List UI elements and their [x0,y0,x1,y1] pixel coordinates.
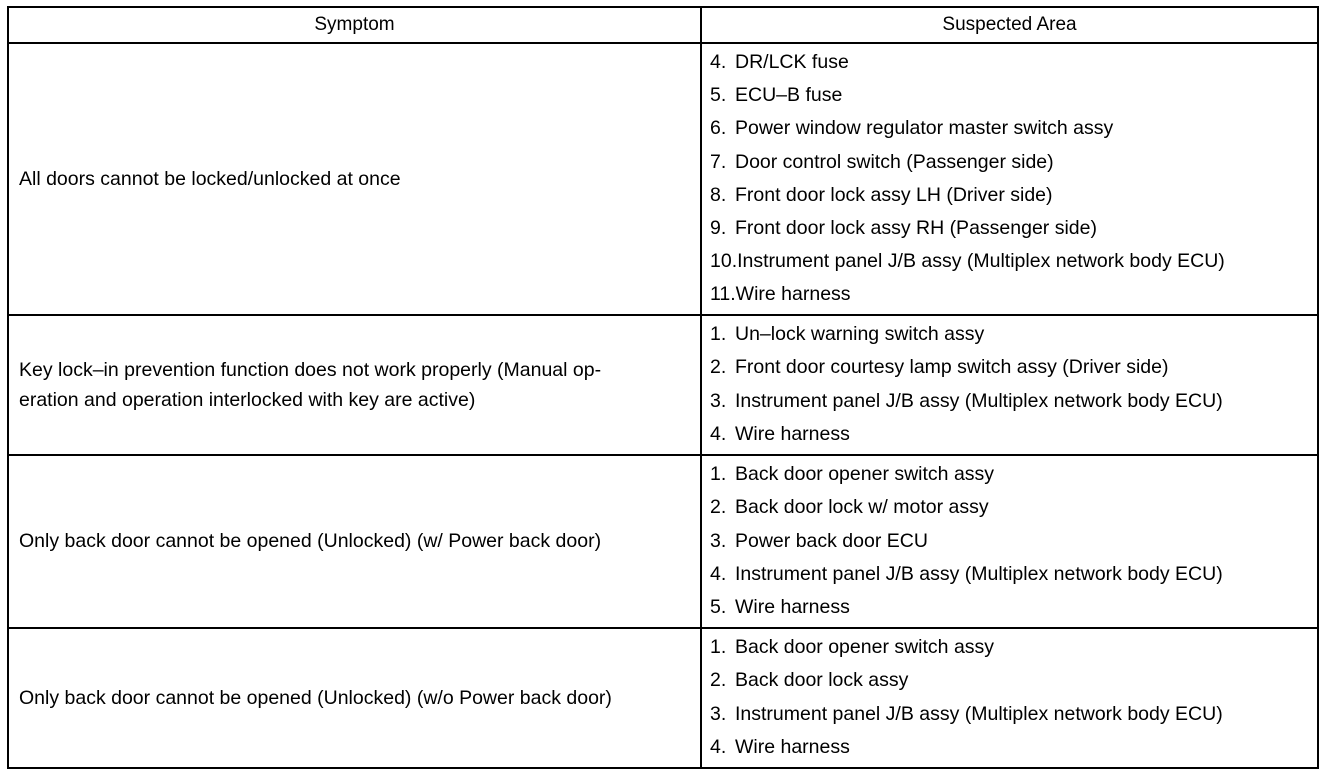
item-number: 4. [710,422,727,445]
item-text: Door control switch (Passenger side) [735,150,1054,173]
list-item [710,146,1317,179]
list-item [710,591,1317,624]
item-number: 5. [710,84,727,107]
item-number: 7. [710,150,727,173]
item-text: Wire harness [735,422,850,445]
list-item [710,731,1317,764]
item-number: 6. [710,117,727,140]
suspected-area-cell [701,43,1318,315]
symptom-line: eration and operation interlocked with key are active) [19,388,476,411]
item-number: 2. [710,496,727,519]
item-number: 11. [710,283,736,306]
list-item [710,351,1317,384]
item-text: Back door lock assy [735,669,909,692]
item-text: Back door lock w/ motor assy [735,496,989,519]
item-number: 8. [710,183,727,206]
list-item [710,491,1317,524]
troubleshooting-table-container [7,6,1317,769]
item-number: 9. [710,217,727,240]
item-number: 1. [710,463,727,486]
list-item [710,418,1317,451]
item-text: Front door lock assy RH (Passenger side) [735,217,1097,240]
list-item [710,698,1317,731]
list-item [710,558,1317,591]
item-text: Un–lock warning switch assy [735,323,985,346]
item-number: 1. [710,323,727,346]
item-number: 4. [710,735,727,758]
item-number: 2. [710,356,727,379]
item-text: Front door lock assy LH (Driver side) [735,183,1053,206]
table-row [8,315,1318,455]
item-text: Back door opener switch assy [735,463,995,486]
suspected-area-cell [701,315,1318,455]
item-text: Wire harness [735,283,851,306]
list-item [710,212,1317,245]
list-item [710,79,1317,112]
symptom-table [7,6,1319,769]
header-suspected-area: Suspected Area [701,7,1318,43]
symptom-line: Key lock–in prevention function does not work properly (Manual op- [19,358,602,381]
symptom-cell: Only back door cannot be opened (Unlocked) (w/ Power back door) [8,455,701,628]
table-row [8,455,1318,628]
item-number: 3. [710,529,727,552]
table-row [8,628,1318,768]
list-item [710,458,1317,491]
item-number: 4. [710,51,727,74]
item-text: Instrument panel J/B assy (Multiplex network body ECU) [737,250,1225,273]
item-text: Instrument panel J/B assy (Multiplex network body ECU) [735,702,1223,725]
item-text: Back door opener switch assy [735,636,995,659]
symptom-cell: All doors cannot be locked/unlocked at once [8,43,701,315]
list-item [710,245,1317,278]
item-text: Power back door ECU [735,529,928,552]
table-row [8,43,1318,315]
list-item [710,318,1317,351]
item-text: Instrument panel J/B assy (Multiplex network body ECU) [735,562,1223,585]
item-text: Power window regulator master switch assy [735,117,1114,140]
item-text: Wire harness [735,595,850,618]
item-number: 2. [710,669,727,692]
list-item [710,278,1317,311]
list-item [710,664,1317,697]
item-number: 4. [710,562,727,585]
list-item [710,524,1317,557]
item-number: 5. [710,595,727,618]
item-number: 3. [710,702,727,725]
symptom-cell: Only back door cannot be opened (Unlocked) (w/o Power back door) [8,628,701,768]
header-symptom: Symptom [8,7,701,43]
item-text: ECU–B fuse [735,84,843,107]
list-item [710,46,1317,79]
item-text: DR/LCK fuse [735,51,849,74]
symptom-cell [8,315,701,455]
item-number: 3. [710,389,727,412]
item-number: 1. [710,636,727,659]
list-item [710,385,1317,418]
suspected-area-cell [701,628,1318,768]
list-item [710,179,1317,212]
item-number: 10. [710,250,738,273]
list-item [710,112,1317,145]
suspected-area-cell [701,455,1318,628]
item-text: Instrument panel J/B assy (Multiplex network body ECU) [735,389,1223,412]
list-item [710,631,1317,664]
item-text: Front door courtesy lamp switch assy (Driver side) [735,356,1169,379]
header-row [8,7,1318,43]
item-text: Wire harness [735,735,850,758]
